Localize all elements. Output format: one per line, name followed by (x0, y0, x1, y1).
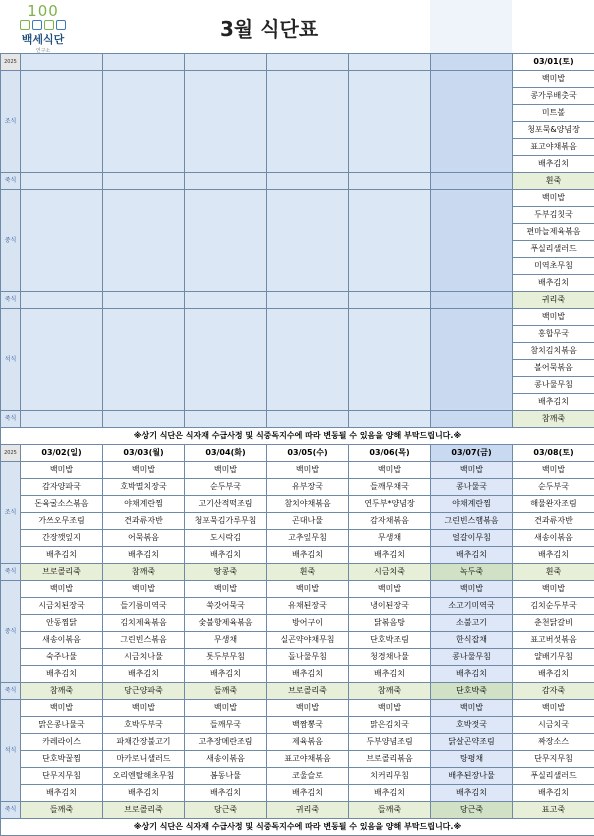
menu-item: 쑥갓어묵국 (185, 598, 267, 615)
menu-item: 견과류자반 (513, 513, 594, 530)
menu-item: 배추김치 (513, 785, 594, 802)
empty-cell (185, 411, 267, 428)
table-row (1, 309, 594, 326)
menu-item: 닭살곤약조림 (431, 734, 513, 751)
empty-cell (21, 173, 103, 190)
empty-cell (103, 190, 185, 292)
empty-cell (21, 309, 103, 411)
menu-item: 백미밥 (513, 700, 594, 717)
empty-cell (103, 71, 185, 173)
menu-item: 톳두부무침 (185, 649, 267, 666)
menu-item: 제육볶음 (267, 734, 349, 751)
menu-item: 배추김치 (21, 547, 103, 564)
empty-cell (21, 411, 103, 428)
menu-item: 카레라이스 (21, 734, 103, 751)
menu-item: 표고버섯볶음 (513, 632, 594, 649)
page-title: 3월 식단표 (220, 13, 318, 42)
menu-item: 호박두부국 (103, 717, 185, 734)
menu-item: 닭볶음탕 (349, 615, 431, 632)
menu-item: 백미밥 (267, 462, 349, 479)
menu-item: 얼갈이무침 (431, 530, 513, 547)
menu-item: 백미밥 (185, 700, 267, 717)
menu-item: 백미밥 (103, 462, 185, 479)
date-cell: 03/03(월) (103, 445, 185, 462)
date-cell-empty (21, 54, 103, 71)
menu-item: 새송이볶음 (513, 530, 594, 547)
menu-item: 탕평채 (431, 751, 513, 768)
menu-item: 백미밥 (21, 700, 103, 717)
empty-cell (267, 411, 349, 428)
porridge-item: 들깨죽 (349, 802, 431, 819)
porridge-item: 브로콜리죽 (21, 564, 103, 581)
menu-item: 콩나물국 (431, 479, 513, 496)
meal-label-dinner: 석식 (1, 700, 21, 802)
menu-item: 청포묵김가루무침 (185, 513, 267, 530)
empty-cell (103, 411, 185, 428)
menu-item: 새송이볶음 (21, 632, 103, 649)
menu-item: 단호박꿀찜 (21, 751, 103, 768)
menu-item: 백미밥 (185, 462, 267, 479)
menu-item: 코울슬로 (267, 768, 349, 785)
porridge-item: 참깨죽 (349, 683, 431, 700)
menu-item: 맑은콩나물국 (21, 717, 103, 734)
table-row (1, 734, 594, 751)
menu-item: 배추김치 (349, 666, 431, 683)
menu-item: 시금치나물 (103, 649, 185, 666)
meal-label-breakfast: 조식 (1, 462, 21, 564)
porridge-item: 녹두죽 (431, 564, 513, 581)
empty-cell (431, 309, 513, 411)
table-row (1, 547, 594, 564)
meal-label-porridge: 죽식 (1, 564, 21, 581)
menu-item: 백미밥 (513, 71, 594, 88)
menu-item: 들기름미역국 (103, 598, 185, 615)
empty-cell (431, 173, 513, 190)
empty-cell (185, 190, 267, 292)
menu-item: 짜장소스 (513, 734, 594, 751)
menu-item: 백미밥 (349, 462, 431, 479)
table-row (1, 71, 594, 88)
table-row (1, 462, 594, 479)
menu-item: 호박젓국 (431, 717, 513, 734)
porridge-item: 귀리죽 (267, 802, 349, 819)
menu-item: 배추김치 (267, 785, 349, 802)
table-row (1, 513, 594, 530)
empty-cell (431, 71, 513, 173)
menu-item: 배추김치 (431, 785, 513, 802)
menu-item: 곤대나물 (267, 513, 349, 530)
menu-item: 두부양념조림 (349, 734, 431, 751)
table-row (1, 292, 594, 309)
table-row (1, 411, 594, 428)
menu-item: 백미밥 (513, 309, 594, 326)
empty-cell (267, 71, 349, 173)
table-row (1, 479, 594, 496)
menu-item: 백미밥 (431, 700, 513, 717)
menu-item: 한식잡채 (431, 632, 513, 649)
menu-item: 호박멸치장국 (103, 479, 185, 496)
empty-cell (185, 309, 267, 411)
menu-item: 야채계란찜 (103, 496, 185, 513)
menu-item: 백미밥 (513, 190, 594, 207)
menu-item: 배추김치 (513, 547, 594, 564)
menu-item: 연두부*양념장 (349, 496, 431, 513)
porridge-item: 당근죽 (185, 802, 267, 819)
empty-cell (431, 190, 513, 292)
porridge-item: 표고죽 (513, 802, 594, 819)
porridge-item: 당근죽 (431, 802, 513, 819)
porridge-item: 흰죽 (513, 564, 594, 581)
date-cell: 03/07(금) (431, 445, 513, 462)
menu-item: 배추김치 (21, 785, 103, 802)
menu-item: 새송이볶음 (185, 751, 267, 768)
menu-item: 오리엔탈해초무침 (103, 768, 185, 785)
menu-item: 청경채나물 (349, 649, 431, 666)
porridge-item: 감자죽 (513, 683, 594, 700)
menu-item: 편마늘제육볶음 (513, 224, 594, 241)
menu-item: 얄배기무침 (513, 649, 594, 666)
header (0, 0, 594, 53)
menu-item: 백미밥 (21, 581, 103, 598)
porridge-item: 참깨죽 (21, 683, 103, 700)
table-row (1, 666, 594, 683)
menu-item: 배추김치 (21, 666, 103, 683)
menu-item: 미역초무침 (513, 258, 594, 275)
year-label: 2025 (1, 445, 21, 462)
menu-item: 시금치된장국 (21, 598, 103, 615)
menu-item: 배추김치 (431, 547, 513, 564)
menu-item: 숙주나물 (21, 649, 103, 666)
empty-cell (185, 292, 267, 309)
menu-item: 순두부국 (185, 479, 267, 496)
logo-number: 100 (27, 4, 59, 19)
empty-cell (21, 292, 103, 309)
empty-cell (185, 173, 267, 190)
date-cell: 03/01(토) (513, 54, 594, 71)
date-cell: 03/05(수) (267, 445, 349, 462)
menu-item: 백미밥 (431, 581, 513, 598)
empty-cell (21, 190, 103, 292)
menu-item: 실곤약야채무침 (267, 632, 349, 649)
date-cell: 03/06(목) (349, 445, 431, 462)
table-row (1, 785, 594, 802)
menu-item: 미트볼 (513, 105, 594, 122)
table-row (1, 632, 594, 649)
menu-item: 소불고기 (431, 615, 513, 632)
menu-item: 김치제육볶음 (103, 615, 185, 632)
menu-item: 야채계란찜 (431, 496, 513, 513)
menu-item: 배추김치 (185, 547, 267, 564)
empty-cell (185, 71, 267, 173)
empty-cell (349, 292, 431, 309)
logo (4, 4, 82, 50)
table-row (1, 496, 594, 513)
menu-item: 배추김치 (267, 547, 349, 564)
menu-item: 볼어묵볶음 (513, 360, 594, 377)
table-row (1, 768, 594, 785)
menu-item: 배추김치 (431, 666, 513, 683)
date-cell-empty (431, 54, 513, 71)
porridge-item: 땅콩죽 (185, 564, 267, 581)
menu-item: 유부장국 (267, 479, 349, 496)
menu-item: 백미밥 (267, 700, 349, 717)
table-row (1, 54, 594, 71)
menu-item: 무생채 (349, 530, 431, 547)
date-cell-empty (349, 54, 431, 71)
menu-item: 브로콜리볶음 (349, 751, 431, 768)
menu-item: 홍합무국 (513, 326, 594, 343)
menu-item: 도시락김 (185, 530, 267, 547)
menu-item: 가쓰오무조림 (21, 513, 103, 530)
menu-item: 백미밥 (349, 581, 431, 598)
porridge-item: 브로콜리죽 (267, 683, 349, 700)
menu-item: 소고기미역국 (431, 598, 513, 615)
meal-label-porridge: 죽식 (1, 292, 21, 309)
table-row (1, 751, 594, 768)
menu-item: 견과류자반 (103, 513, 185, 530)
menu-item: 배추김치 (349, 547, 431, 564)
menu-item: 두부김칫국 (513, 207, 594, 224)
menu-item: 콩가루배춧국 (513, 88, 594, 105)
menu-item: 봄동나물 (185, 768, 267, 785)
table-row (1, 683, 594, 700)
table-row (1, 564, 594, 581)
table-row (1, 581, 594, 598)
menu-item: 배추김치 (513, 156, 594, 173)
menu-item: 무생채 (185, 632, 267, 649)
menu-item: 돈육굴소스볶음 (21, 496, 103, 513)
menu-item: 배추김치 (349, 785, 431, 802)
empty-cell (21, 71, 103, 173)
menu-item: 백미밥 (21, 462, 103, 479)
empty-cell (349, 309, 431, 411)
year-label: 2025 (1, 54, 21, 71)
menu-item: 춘천닭갈비 (513, 615, 594, 632)
porridge-item: 참깨죽 (513, 411, 594, 428)
menu-item: 감자채볶음 (349, 513, 431, 530)
menu-item: 푸실리샐러드 (513, 241, 594, 258)
meal-label-lunch: 중식 (1, 190, 21, 292)
menu-item: 그린빈스볶음 (103, 632, 185, 649)
table-row (1, 700, 594, 717)
menu-item: 돌나물무침 (267, 649, 349, 666)
porridge-item: 브로콜리죽 (103, 802, 185, 819)
date-cell: 03/02(일) (21, 445, 103, 462)
porridge-item: 흰죽 (513, 173, 594, 190)
menu-item: 순두부국 (513, 479, 594, 496)
menu-item: 들깨무채국 (349, 479, 431, 496)
table-row (1, 445, 594, 462)
logo-sub: 연구소 (4, 47, 82, 54)
menu-item: 백미밥 (513, 581, 594, 598)
empty-cell (431, 292, 513, 309)
menu-item: 백짬뽕국 (267, 717, 349, 734)
menu-item: 안동찜닭 (21, 615, 103, 632)
meal-label-porridge: 죽식 (1, 411, 21, 428)
menu-item: 표고야채볶음 (513, 139, 594, 156)
menu-item: 맑은김치국 (349, 717, 431, 734)
menu-item: 간장깻잎지 (21, 530, 103, 547)
empty-cell (103, 173, 185, 190)
porridge-item: 흰죽 (267, 564, 349, 581)
porridge-item: 들깨죽 (21, 802, 103, 819)
empty-cell (349, 190, 431, 292)
table-row (1, 598, 594, 615)
empty-cell (349, 71, 431, 173)
empty-cell (349, 173, 431, 190)
menu-item: 김치순두부국 (513, 598, 594, 615)
menu-item: 콩나물무침 (513, 377, 594, 394)
table-row (1, 190, 594, 207)
empty-cell (267, 309, 349, 411)
menu-item: 유채된장국 (267, 598, 349, 615)
meal-label-dinner: 석식 (1, 309, 21, 411)
date-cell-empty (267, 54, 349, 71)
menu-item: 마카로니샐러드 (103, 751, 185, 768)
menu-item: 청포묵&양념장 (513, 122, 594, 139)
empty-cell (431, 411, 513, 428)
menu-item: 백미밥 (103, 581, 185, 598)
menu-item: 냉이된장국 (349, 598, 431, 615)
date-cell-empty (103, 54, 185, 71)
menu-item: 배추김치 (513, 394, 594, 411)
menu-item: 배추김치 (185, 785, 267, 802)
meal-label-porridge: 죽식 (1, 802, 21, 819)
porridge-item: 시금치죽 (349, 564, 431, 581)
table-row (1, 173, 594, 190)
menu-item: 방어구이 (267, 615, 349, 632)
table-row (1, 615, 594, 632)
menu-item: 감자양파국 (21, 479, 103, 496)
menu-item: 단호박조림 (349, 632, 431, 649)
notice-text: ※상기 식단은 식자재 수급사정 및 식중독지수에 따라 변동될 수 있음을 양해 부탁드립니다.※ (1, 428, 594, 445)
meal-label-breakfast: 조식 (1, 71, 21, 173)
menu-item: 백미밥 (513, 462, 594, 479)
table-row (1, 530, 594, 547)
menu-item: 배추김치 (103, 785, 185, 802)
menu-item: 백미밥 (185, 581, 267, 598)
meal-label-porridge: 죽식 (1, 683, 21, 700)
menu-table (0, 53, 594, 836)
menu-item: 배추김치 (267, 666, 349, 683)
date-cell: 03/08(토) (513, 445, 594, 462)
meal-label-porridge: 죽식 (1, 173, 21, 190)
menu-item: 치커리무침 (349, 768, 431, 785)
porridge-item: 참깨죽 (103, 564, 185, 581)
menu-item: 단무지무침 (21, 768, 103, 785)
empty-cell (103, 292, 185, 309)
notice-text: ※상기 식단은 식자재 수급사정 및 식중독지수에 따라 변동될 수 있음을 양해 부탁드립니다.※ (1, 819, 594, 836)
porridge-item: 당근양파죽 (103, 683, 185, 700)
porridge-item: 단호박죽 (431, 683, 513, 700)
table-row (1, 428, 594, 445)
empty-cell (349, 411, 431, 428)
empty-cell (267, 292, 349, 309)
empty-cell (267, 173, 349, 190)
menu-item: 배추김치 (103, 547, 185, 564)
menu-item: 백미밥 (267, 581, 349, 598)
meal-label-lunch: 중식 (1, 581, 21, 683)
menu-item: 그린빈스햄볶음 (431, 513, 513, 530)
menu-item: 푸실리샐러드 (513, 768, 594, 785)
menu-item: 백미밥 (349, 700, 431, 717)
menu-item: 콩나물무침 (431, 649, 513, 666)
menu-item: 고추잎무침 (267, 530, 349, 547)
date-cell: 03/04(화) (185, 445, 267, 462)
table-row (1, 649, 594, 666)
menu-item: 참치야채볶음 (267, 496, 349, 513)
menu-item: 배추김치 (513, 275, 594, 292)
logo-bars-icon (4, 20, 82, 30)
empty-cell (267, 190, 349, 292)
table-row (1, 717, 594, 734)
menu-item: 배추김치 (103, 666, 185, 683)
menu-item: 고추장메란조림 (185, 734, 267, 751)
porridge-item: 귀리죽 (513, 292, 594, 309)
menu-item: 숯불향제육볶음 (185, 615, 267, 632)
menu-item: 단무지무침 (513, 751, 594, 768)
logo-name: 백세식단 (4, 31, 82, 47)
empty-cell (103, 309, 185, 411)
table-row (1, 819, 594, 836)
menu-item: 배추김치 (185, 666, 267, 683)
menu-item: 시금치국 (513, 717, 594, 734)
porridge-item: 들깨죽 (185, 683, 267, 700)
menu-item: 백미밥 (431, 462, 513, 479)
menu-item: 들깨무국 (185, 717, 267, 734)
date-cell-empty (185, 54, 267, 71)
menu-item: 배추김치 (513, 666, 594, 683)
menu-item: 백미밥 (103, 700, 185, 717)
menu-item: 파채간장불고기 (103, 734, 185, 751)
menu-item: 해물완자조림 (513, 496, 594, 513)
table-row (1, 802, 594, 819)
menu-item: 배추된장나물 (431, 768, 513, 785)
menu-item: 참치김치볶음 (513, 343, 594, 360)
menu-item: 어묵볶음 (103, 530, 185, 547)
menu-item: 고기산적떡조림 (185, 496, 267, 513)
menu-item: 표고야채볶음 (267, 751, 349, 768)
